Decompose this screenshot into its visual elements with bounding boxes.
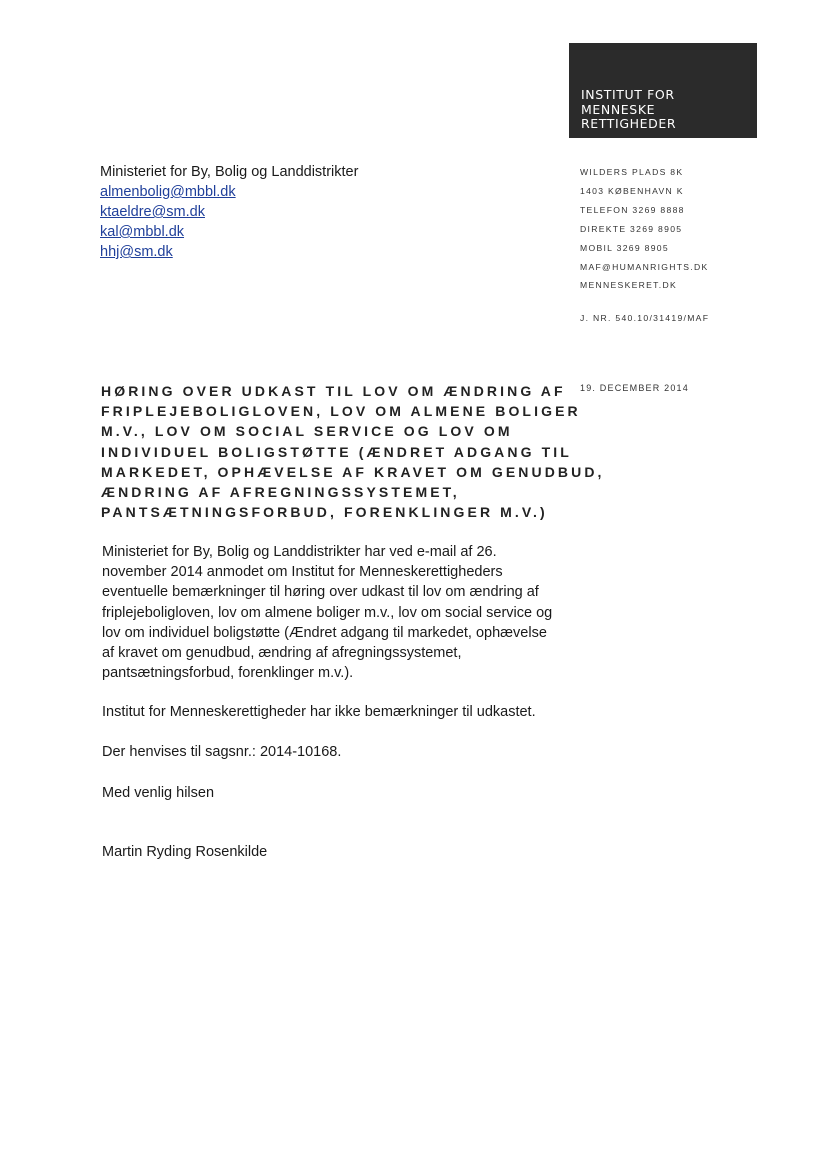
recipient-name: Ministeriet for By, Bolig og Landdistrikter bbox=[100, 164, 359, 180]
body-line: friplejeboligloven, lov om almene boliger m.v., lov om social service og bbox=[102, 604, 553, 621]
heading-line: FRIPLEJEBOLIGLOVEN, LOV OM ALMENE BOLIGER bbox=[101, 403, 581, 420]
contact-line: WILDERS PLADS 8K bbox=[580, 167, 684, 177]
recipient-email-link[interactable]: ktaeldre@sm.dk bbox=[100, 204, 205, 220]
body-line: pantsætningsforbud, forenklinger m.v.). bbox=[102, 665, 354, 682]
letter-heading bbox=[101, 381, 605, 522]
logo-text bbox=[581, 88, 676, 132]
contact-line: 1403 KØBENHAVN K bbox=[580, 185, 684, 196]
heading-line: M.V., LOV OM SOCIAL SERVICE OG LOV OM bbox=[101, 423, 513, 440]
logo-line: INSTITUT FOR bbox=[581, 87, 675, 102]
journal-number: J. NR. 540.10/31419/MAF bbox=[580, 313, 710, 323]
recipient-email-link[interactable]: hhj@sm.dk bbox=[100, 244, 173, 260]
signature-name: Martin Ryding Rosenkilde bbox=[102, 844, 268, 860]
contact-line: TELEFON 3269 8888 bbox=[580, 204, 685, 215]
heading-line: HØRING OVER UDKAST TIL LOV OM ÆNDRING AF bbox=[101, 383, 566, 399]
body-line: november 2014 anmodet om Institut for Menneskerettigheders bbox=[102, 564, 503, 581]
recipient-email-link[interactable]: kal@mbbl.dk bbox=[100, 224, 185, 240]
body-line: lov om individuel boligstøtte (Ændret adgang til markedet, ophævelse bbox=[102, 624, 547, 641]
body-line: Ministeriet for By, Bolig og Landdistrikter har ved e-mail af 26. bbox=[102, 544, 497, 560]
logo-line: MENNESKE bbox=[581, 101, 656, 117]
closing-greeting: Med venlig hilsen bbox=[102, 785, 215, 801]
contact-line: MENNESKERET.DK bbox=[580, 280, 677, 291]
logo-line: RETTIGHEDER bbox=[581, 116, 677, 131]
body-line: af kravet om genudbud, ændring af afregningssystemet, bbox=[102, 645, 462, 662]
recipient-email-link[interactable]: almenbolig@mbbl.dk bbox=[100, 184, 236, 200]
letter-date: 19. DECEMBER 2014 bbox=[580, 383, 689, 393]
recipient-block bbox=[100, 162, 358, 262]
body-paragraph bbox=[102, 542, 572, 683]
heading-line: ÆNDRING AF AFREGNINGSSYSTEMET, bbox=[101, 484, 460, 501]
contact-line: MAF@HUMANRIGHTS.DK bbox=[580, 261, 709, 272]
heading-line: INDIVIDUEL BOLIGSTØTTE (ÆNDRET ADGANG TIL bbox=[101, 443, 572, 460]
heading-line: PANTSÆTNINGSFORBUD, FORENKLINGER M.V.) bbox=[101, 504, 548, 521]
case-reference-paragraph: Der henvises til sagsnr.: 2014-10168. bbox=[102, 744, 342, 760]
institute-logo bbox=[569, 43, 757, 138]
sender-contact-block bbox=[580, 163, 709, 295]
body-line: eventuelle bemærkninger til høring over udkast til lov om ændring af bbox=[102, 584, 539, 601]
contact-line: DIREKTE 3269 8905 bbox=[580, 223, 683, 234]
contact-line: MOBIL 3269 8905 bbox=[580, 242, 669, 253]
no-remarks-paragraph: Institut for Menneskerettigheder har ikke bemærkninger til udkastet. bbox=[102, 704, 536, 720]
heading-line: MARKEDET, OPHÆVELSE AF KRAVET OM GENUDBUD, bbox=[101, 463, 605, 480]
